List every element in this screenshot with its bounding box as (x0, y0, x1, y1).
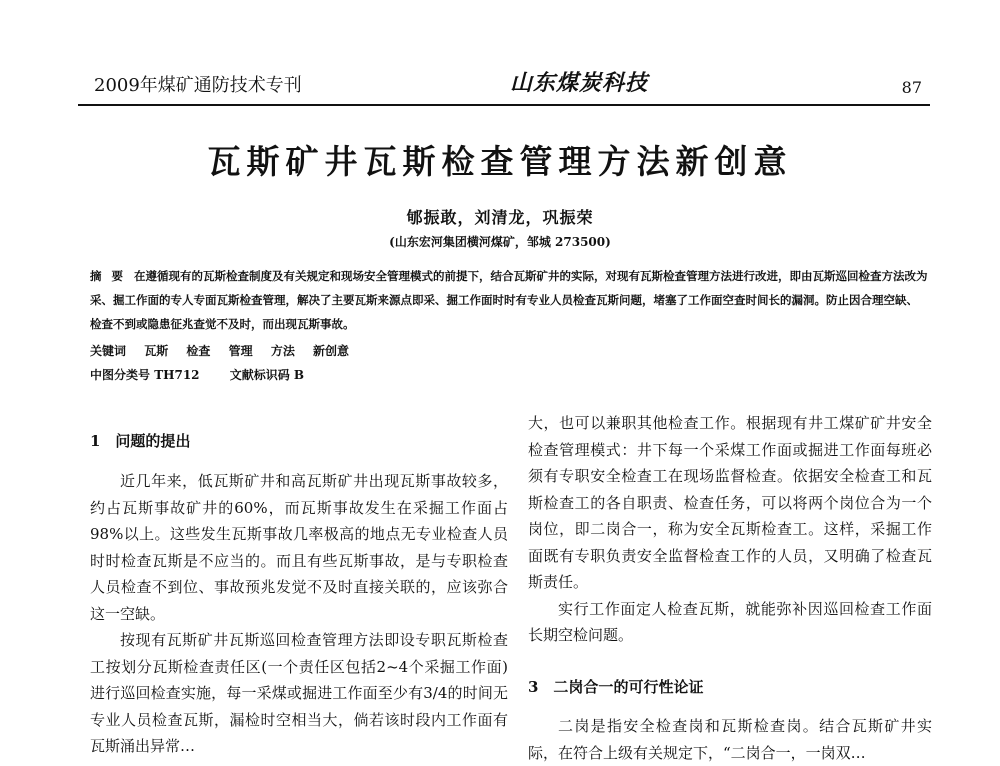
right-column (528, 410, 932, 649)
paragraph: 实行工作面定人检查瓦斯，就能弥补因巡回检查工作面长期空检问题。 (528, 599, 932, 644)
paragraph: 近几年来，低瓦斯矿井和高瓦斯矿井出现瓦斯事故较多，约占瓦斯事故矿井的60%，而瓦斯事故发生在采掘工作面占98%以上。这些发生瓦斯事故几率极高的地点无专业检查人员时时检查瓦斯是不应当的。而且有些瓦斯事故，是与专职检查人员检查不到位、事故预兆发觉不及时直接关联的，应该弥合这一空缺。 (90, 472, 508, 623)
paragraph: 二岗是指安全检查岗和瓦斯检查岗。结合瓦斯矿井实际，在符合上级有关规定下，“二岗合一，一岗双… (528, 717, 932, 762)
doc-code-label: 文献标识码 (229, 368, 290, 382)
section-1-heading: 1 问题的提出 (90, 432, 191, 450)
keywords-label: 关键词 (90, 344, 127, 358)
keyword: 瓦斯 (144, 344, 169, 358)
abstract-text: 在遵循现有的瓦斯检查制度及有关规定和现场安全管理模式的前提下，结合瓦斯矿井的实际，对现有瓦斯检查管理方法进行改进，即由瓦斯巡回检查方法改为采、掘工作面的专人专面瓦斯检查管理，解决了主要瓦斯来源点即采、掘工作面时时有专业人员检查瓦斯问题，堵塞了工作面空查时间长的漏洞。防止因合理空缺、检查不到或隐患征兆查觉不及时，而出现瓦斯事故。 (90, 269, 928, 331)
abstract-label: 摘 要 (90, 269, 127, 283)
journal-issue: 2009年煤矿通防技术专刊 (94, 75, 302, 96)
paper-title: 瓦斯矿井瓦斯检查管理方法新创意 (207, 142, 793, 181)
keywords (90, 342, 363, 359)
right-column-continued (528, 713, 932, 766)
keyword: 方法 (270, 344, 295, 358)
class-value: TH712 (154, 368, 200, 382)
paragraph: 按现有瓦斯矿井瓦斯巡回检查管理方法即设专职瓦斯检查工按划分瓦斯检查责任区(一个责任区包括2~4个采掘工作面)进行巡回检查实施，每一采煤或掘进工作面至少有3/4的时间无专业人员检查瓦斯，漏检时空相当大，倘若该时段内工作面有瓦斯涌出异常… (90, 631, 508, 755)
abstract (90, 264, 928, 336)
section-3-heading: 3 二岗合一的可行性论证 (528, 678, 704, 696)
class-label: 中图分类号 (90, 368, 151, 382)
doc-code-value: B (293, 368, 305, 382)
affiliation: (山东宏河集团横河煤矿，邹城 273500) (389, 235, 611, 249)
left-column (90, 468, 508, 760)
running-header (78, 62, 930, 106)
paragraph: 大，也可以兼职其他检查工作。根据现有井工煤矿矿井安全检查管理模式：井下每一个采煤工作面或掘进工作面每班必须有专职安全检查工在现场监督检查。依据安全检查工和瓦斯检查工的各自职责、检查任务，可以将两个岗位合为一个岗位，即二岗合一，称为安全瓦斯检查工。这样，采掘工作面既有专职负责安全监督检查工作的人员，又明确了检查瓦斯责任。 (528, 414, 932, 591)
classification (90, 366, 304, 383)
journal-logo: 山东煤炭科技 (510, 70, 649, 96)
keyword: 新创意 (313, 344, 350, 358)
page-number: 87 (901, 78, 922, 97)
keyword: 检查 (186, 344, 211, 358)
keyword: 管理 (228, 344, 253, 358)
authors: 郇振敢，刘清龙，巩振荣 (406, 208, 594, 227)
